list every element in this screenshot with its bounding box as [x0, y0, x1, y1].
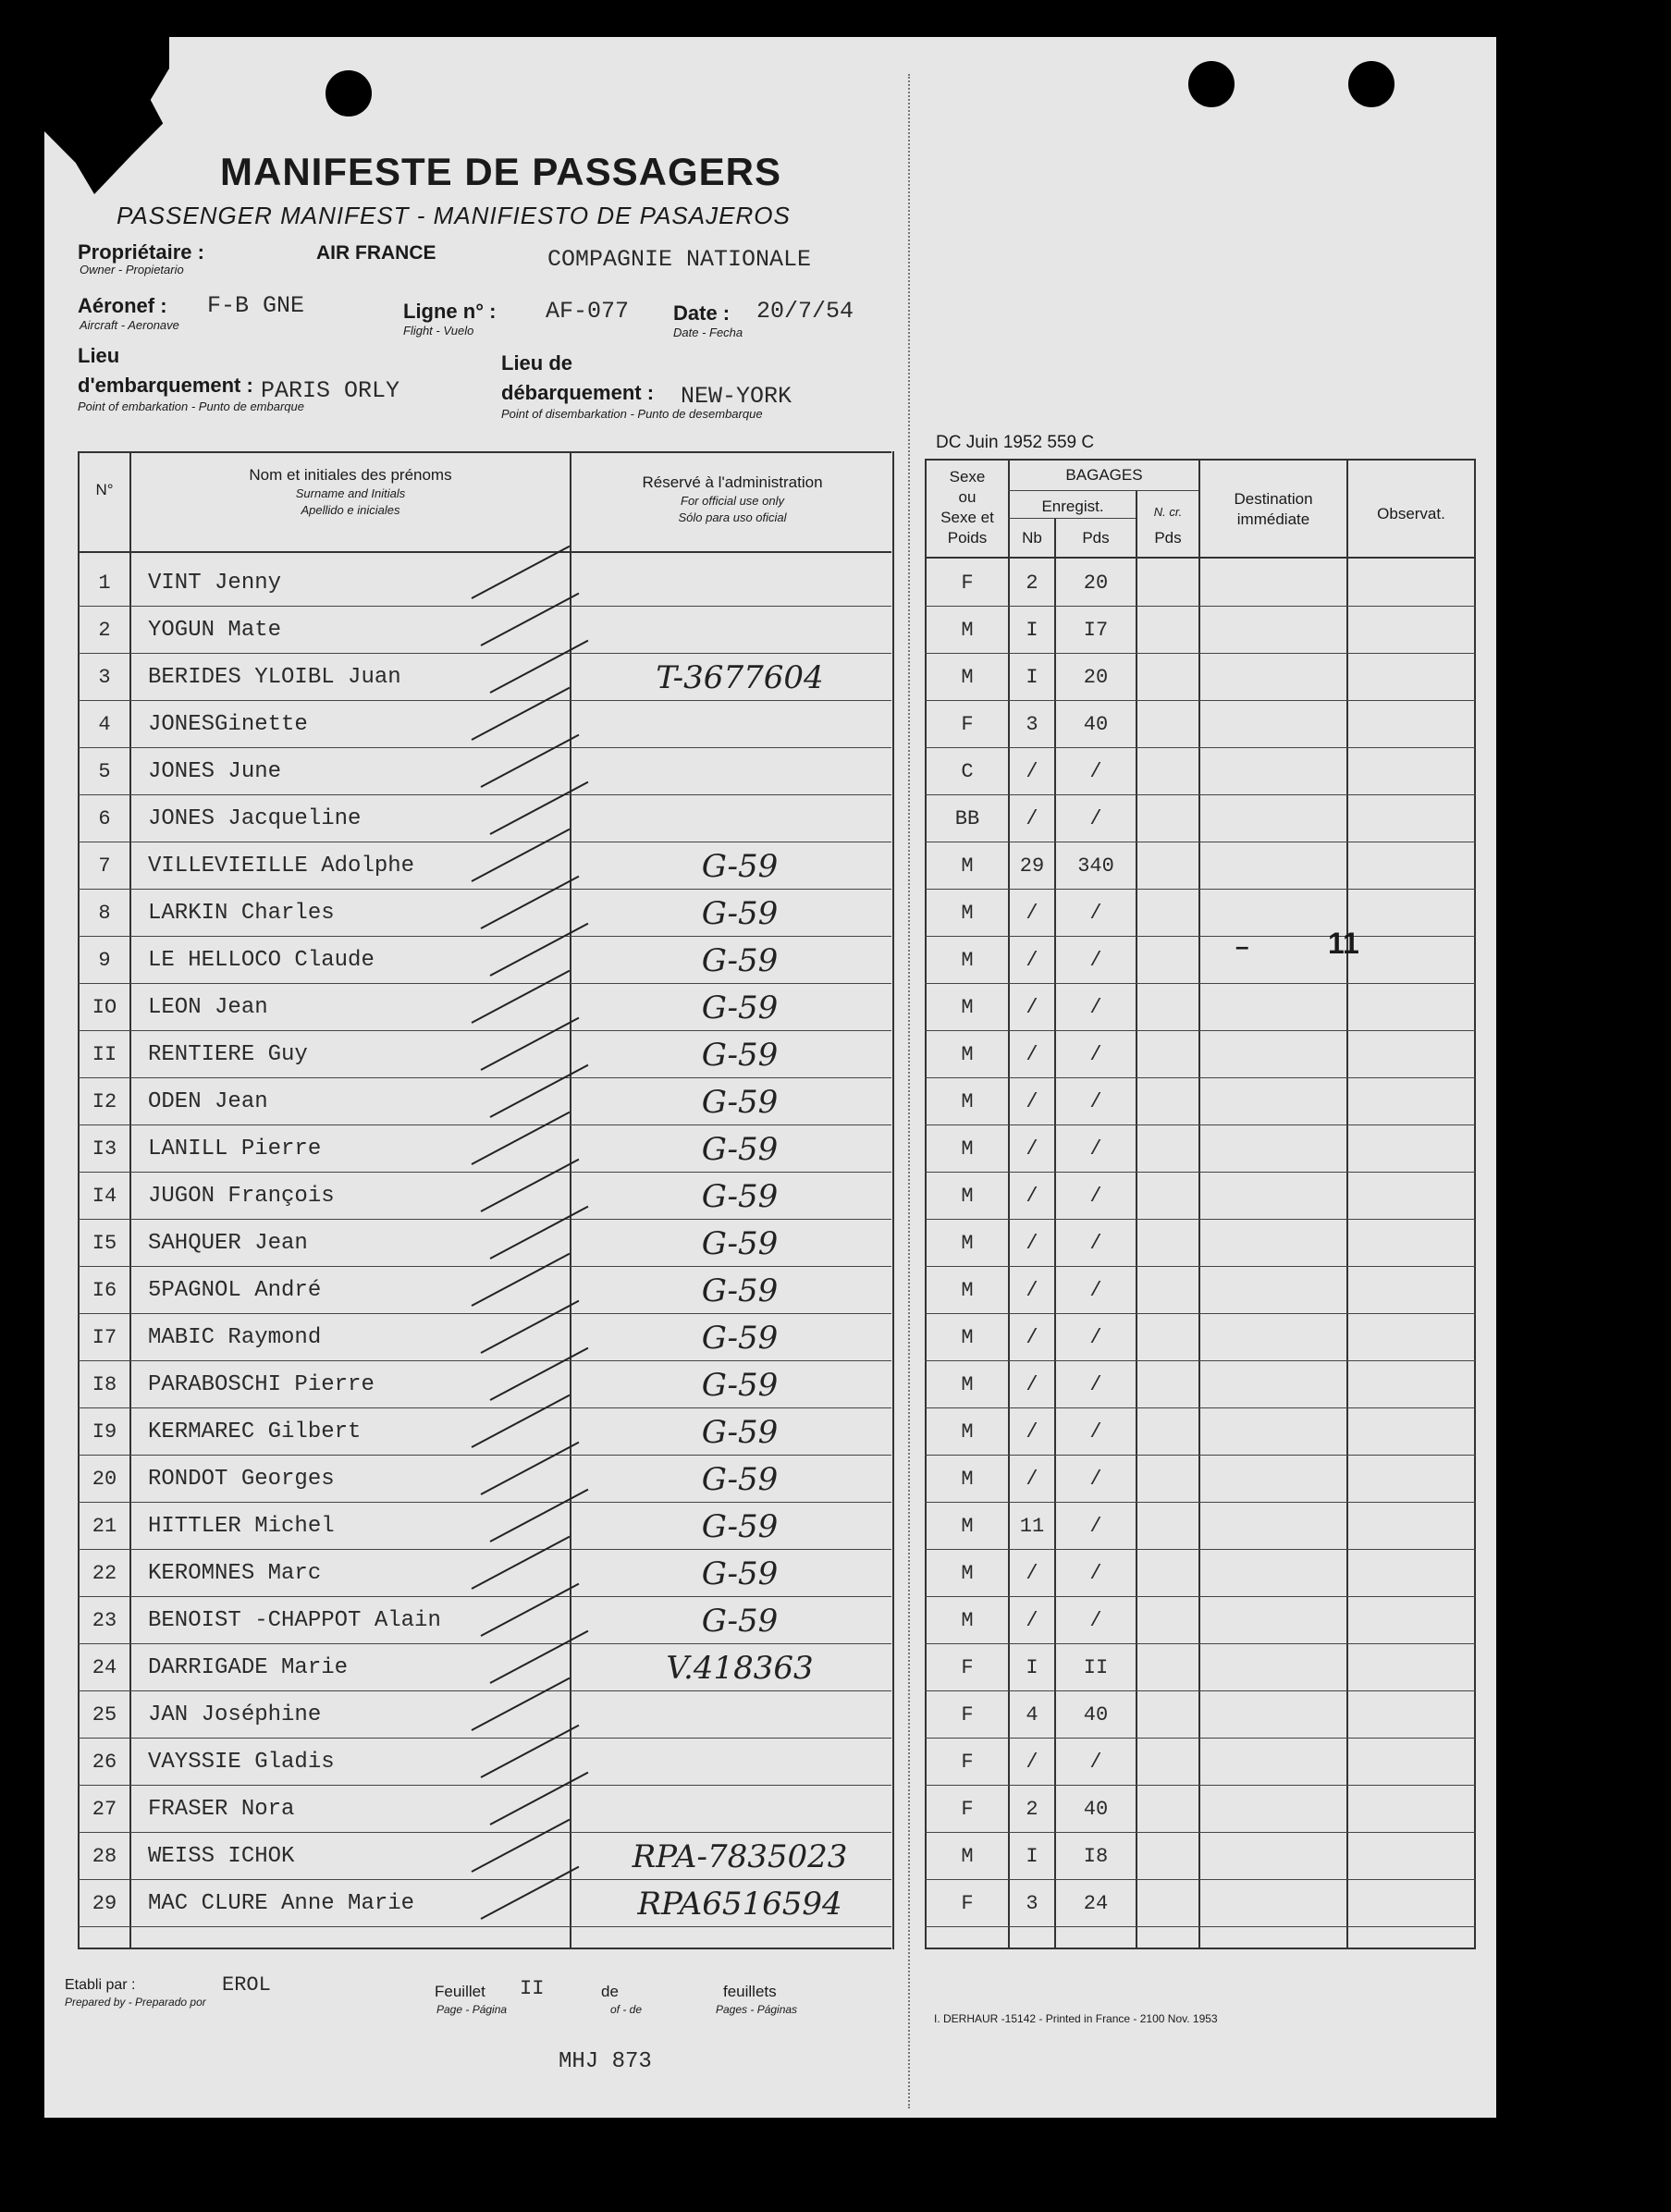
perforation-line [908, 74, 912, 2108]
passenger-name: LE HELLOCO Claude [148, 948, 375, 973]
passenger-name: JONESGinette [148, 712, 308, 737]
col-header-enregist: Enregist. [1041, 498, 1104, 515]
sex-value: F [961, 1656, 974, 1679]
sex-value: M [961, 619, 974, 642]
col-header-observations: Observat. [1377, 505, 1445, 522]
sex-value: F [961, 713, 974, 736]
col-header-name-en: Surname and Initials [295, 486, 406, 500]
admin-reference: G-59 [701, 942, 779, 979]
passenger-name: MAC CLURE Anne Marie [148, 1891, 415, 1916]
passenger-name: FRASER Nora [148, 1797, 295, 1822]
passenger-name: JONES Jacqueline [148, 806, 362, 831]
sheets-sublabel: Pages - Páginas [716, 2003, 798, 2016]
sex-value: M [961, 1090, 974, 1113]
row-number: 20 [92, 1468, 117, 1491]
col-header-admin: Réservé à l'administration [642, 473, 823, 491]
baggage-count: 3 [1026, 713, 1038, 736]
admin-reference: G-59 [701, 1272, 779, 1309]
baggage-count: I [1026, 619, 1038, 642]
col-header-admin-es: Sólo para uso oficial [678, 510, 787, 524]
baggage-weight: I7 [1083, 619, 1109, 642]
bagages-header-rule [1008, 490, 1198, 491]
row-number: I4 [92, 1185, 117, 1208]
baggage-weight: / [1089, 807, 1102, 830]
row-number: I2 [92, 1090, 117, 1113]
passenger-name: KEROMNES Marc [148, 1561, 322, 1586]
baggage-weight: 340 [1077, 854, 1114, 878]
col-header-sex-2: ou [958, 488, 977, 506]
admin-reference: T-3677604 [656, 659, 824, 696]
baggage-count: 3 [1026, 1892, 1038, 1915]
embark-sublabel: Point of embarkation - Punto de embarque [78, 399, 304, 413]
header-bottom-rule-left [78, 551, 891, 553]
owner-label: Propriétaire : [78, 240, 204, 264]
sex-value: M [961, 1185, 974, 1208]
punch-hole [326, 70, 372, 117]
disembark-label-1: Lieu de [501, 351, 573, 375]
admin-reference: G-59 [701, 848, 779, 885]
passenger-name: 5PAGNOL André [148, 1278, 322, 1303]
col-header-name: Nom et initiales des prénoms [249, 466, 452, 484]
header-bottom-rule-right [925, 557, 1476, 559]
row-number: I8 [92, 1373, 117, 1396]
row-number: 4 [98, 713, 111, 736]
baggage-count: / [1026, 1043, 1038, 1066]
baggage-count: I [1026, 1845, 1038, 1868]
passenger-name: JUGON François [148, 1184, 335, 1209]
row-number: 2 [98, 619, 111, 642]
baggage-count: / [1026, 1232, 1038, 1255]
sex-value: F [961, 571, 974, 595]
passenger-name: VILLEVIEILLE Adolphe [148, 854, 415, 879]
col-header-admin-en: For official use only [681, 494, 784, 508]
sex-value: M [961, 854, 974, 878]
col-header-sex-4: Poids [947, 529, 988, 547]
baggage-weight: / [1089, 1279, 1102, 1302]
admin-reference: V.418363 [666, 1650, 814, 1687]
admin-reference: RPA6516594 [637, 1886, 842, 1923]
sex-value: M [961, 1562, 974, 1585]
passenger-name: PARABOSCHI Pierre [148, 1372, 375, 1397]
col-header-destination-2: immédiate [1236, 510, 1310, 528]
baggage-weight: I8 [1083, 1845, 1109, 1868]
col-header-sex-3: Sexe et [940, 509, 994, 526]
row-number: 7 [98, 854, 111, 878]
passenger-name: DARRIGADE Marie [148, 1655, 349, 1680]
disembark-label-2: débarquement : [501, 381, 655, 404]
sex-value: M [961, 1373, 974, 1396]
passenger-name: LARKIN Charles [148, 901, 335, 926]
baggage-weight: II [1083, 1656, 1109, 1679]
admin-reference [592, 749, 888, 795]
disembark-value: NEW-YORK [681, 383, 792, 410]
established-value: EROL [222, 1973, 271, 1997]
row-number: 24 [92, 1656, 117, 1679]
sex-value: F [961, 1751, 974, 1774]
row-number: 1 [98, 571, 111, 595]
baggage-weight: 24 [1083, 1892, 1109, 1915]
baggage-count: / [1026, 1468, 1038, 1491]
owner-value: AIR FRANCE [316, 242, 436, 264]
baggage-weight: / [1089, 1090, 1102, 1113]
date-label: Date : [673, 301, 731, 325]
admin-reference: G-59 [701, 1461, 779, 1498]
baggage-weight: 20 [1083, 571, 1109, 595]
col-divider [570, 451, 571, 1949]
baggage-count: I [1026, 1656, 1038, 1679]
side-note: 11 [1328, 927, 1359, 960]
baggage-count: / [1026, 1609, 1038, 1632]
baggage-count: / [1026, 1562, 1038, 1585]
baggage-weight: / [1089, 949, 1102, 972]
sex-value: M [961, 1468, 974, 1491]
sex-value: M [961, 1515, 974, 1538]
baggage-count: / [1026, 1279, 1038, 1302]
admin-reference: G-59 [701, 989, 779, 1026]
col-header-pds: Pds [1082, 529, 1110, 547]
punch-hole [1188, 61, 1235, 107]
baggage-weight: / [1089, 760, 1102, 783]
passenger-name: WEISS ICHOK [148, 1844, 295, 1869]
flight-value: AF-077 [546, 298, 630, 325]
baggage-count: / [1026, 1751, 1038, 1774]
flight-sublabel: Flight - Vuelo [403, 324, 474, 338]
col-divider [1346, 459, 1348, 1949]
baggage-weight: 40 [1083, 713, 1109, 736]
table-top-border-left [78, 451, 891, 453]
sex-value: M [961, 1326, 974, 1349]
established-sublabel: Prepared by - Preparado por [65, 1996, 206, 2009]
of-sublabel: of - de [610, 2003, 643, 2016]
admin-reference: G-59 [701, 895, 779, 932]
row-number: 25 [92, 1703, 117, 1727]
row-number: 27 [92, 1798, 117, 1821]
row-number: 3 [98, 666, 111, 689]
owner-sublabel: Owner - Propietario [80, 263, 184, 276]
aircraft-sublabel: Aircraft - Aeronave [80, 318, 179, 332]
baggage-count: / [1026, 1326, 1038, 1349]
baggage-count: / [1026, 902, 1038, 925]
form-code: DC Juin 1952 559 C [936, 433, 1095, 452]
admin-reference [592, 1692, 888, 1739]
sex-value: M [961, 1420, 974, 1444]
table-border-right [1474, 459, 1476, 1949]
sex-value: M [961, 1279, 974, 1302]
admin-reference: G-59 [701, 1603, 779, 1640]
baggage-count: / [1026, 1420, 1038, 1444]
sheet-sublabel: Page - Página [436, 2003, 508, 2016]
baggage-count: 2 [1026, 1798, 1038, 1821]
admin-reference: G-59 [701, 1367, 779, 1404]
sex-value: M [961, 1609, 974, 1632]
baggage-count: / [1026, 1137, 1038, 1161]
baggage-count: / [1026, 1373, 1038, 1396]
admin-reference: G-59 [701, 1131, 779, 1168]
baggage-weight: / [1089, 1232, 1102, 1255]
baggage-weight: / [1089, 902, 1102, 925]
sex-value: M [961, 1137, 974, 1161]
col-header-nb: Nb [1022, 529, 1042, 547]
embark-label-1: Lieu [78, 344, 120, 367]
row-number: 29 [92, 1892, 117, 1915]
passenger-name: RONDOT Georges [148, 1467, 335, 1492]
page-subtitle: PASSENGER MANIFEST - MANIFIESTO DE PASAJEROS [117, 202, 791, 229]
col-divider [1136, 490, 1137, 1949]
row-number: 9 [98, 949, 111, 972]
col-header-sex-1: Sexe [949, 468, 986, 485]
passenger-name: BENOIST -CHAPPOT Alain [148, 1608, 441, 1633]
col-header-no: N° [95, 481, 114, 498]
admin-reference [592, 796, 888, 842]
owner-note: COMPAGNIE NATIONALE [547, 246, 812, 273]
row-number: IO [92, 996, 117, 1019]
row-number: I3 [92, 1137, 117, 1161]
baggage-weight: 20 [1083, 666, 1109, 689]
embark-label-2: d'embarquement : [78, 374, 253, 397]
sex-value: M [961, 1043, 974, 1066]
baggage-count: / [1026, 807, 1038, 830]
col-divider [129, 451, 131, 1949]
page-title: MANIFESTE DE PASSAGERS [220, 150, 781, 193]
row-number: I5 [92, 1232, 117, 1255]
row-number: 22 [92, 1562, 117, 1585]
of-label: de [601, 1983, 619, 2000]
row-number: 6 [98, 807, 111, 830]
passenger-name: VINT Jenny [148, 571, 282, 596]
baggage-count: / [1026, 1185, 1038, 1208]
passenger-name: JONES June [148, 759, 282, 784]
col-divider [892, 451, 894, 1949]
baggage-count: / [1026, 1090, 1038, 1113]
baggage-weight: / [1089, 1043, 1102, 1066]
aircraft-value: F-B GNE [207, 292, 305, 319]
sex-value: M [961, 1845, 974, 1868]
admin-reference: G-59 [701, 1508, 779, 1545]
passenger-name: JAN Joséphine [148, 1702, 322, 1727]
baggage-weight: / [1089, 1420, 1102, 1444]
baggage-weight: / [1089, 1468, 1102, 1491]
row-number: 8 [98, 902, 111, 925]
admin-reference [592, 1787, 888, 1833]
baggage-weight: / [1089, 1373, 1102, 1396]
date-sublabel: Date - Fecha [673, 326, 743, 339]
sex-value: F [961, 1703, 974, 1727]
table-bottom-border-left [78, 1948, 891, 1949]
col-divider [1198, 459, 1200, 1949]
sheet-value: II [520, 1977, 545, 2000]
enregist-header-rule [1008, 518, 1136, 519]
table-border-left [78, 451, 80, 1949]
row-number: I9 [92, 1420, 117, 1444]
col-header-destination-1: Destination [1234, 490, 1313, 508]
sex-value: BB [954, 807, 980, 830]
sex-value: C [961, 760, 974, 783]
passenger-name: KERMAREC Gilbert [148, 1419, 362, 1444]
admin-reference: G-59 [701, 1320, 779, 1357]
passenger-name: HITTLER Michel [148, 1514, 335, 1539]
col-header-pds-2: Pds [1154, 529, 1182, 547]
baggage-count: 29 [1019, 854, 1045, 878]
col-header-bagages: BAGAGES [1065, 466, 1143, 484]
row-number: 21 [92, 1515, 117, 1538]
table-bottom-border-right [925, 1948, 1476, 1949]
punch-hole [1348, 61, 1395, 107]
baggage-weight: / [1089, 1609, 1102, 1632]
baggage-weight: 40 [1083, 1703, 1109, 1727]
sex-value: M [961, 949, 974, 972]
passenger-name: SAHQUER Jean [148, 1231, 308, 1256]
row-number: 23 [92, 1609, 117, 1632]
baggage-weight: / [1089, 1326, 1102, 1349]
sheet-label: Feuillet [435, 1983, 485, 2000]
admin-reference: G-59 [701, 1084, 779, 1121]
sex-value: M [961, 902, 974, 925]
sex-value: M [961, 666, 974, 689]
passenger-name: RENTIERE Guy [148, 1042, 308, 1067]
archive-stamp: MHJ 873 [559, 2049, 652, 2074]
sheets-label: feuillets [723, 1983, 777, 2000]
row-number: I7 [92, 1326, 117, 1349]
baggage-weight: / [1089, 996, 1102, 1019]
passenger-name: YOGUN Mate [148, 618, 282, 643]
admin-reference: G-59 [701, 1414, 779, 1451]
embark-value: PARIS ORLY [261, 377, 400, 404]
baggage-count: 4 [1026, 1703, 1038, 1727]
passenger-name: LANILL Pierre [148, 1137, 322, 1161]
sex-value: F [961, 1798, 974, 1821]
disembark-sublabel: Point of disembarkation - Punto de desembarque [501, 407, 763, 421]
baggage-weight: / [1089, 1137, 1102, 1161]
baggage-count: 11 [1019, 1515, 1045, 1538]
baggage-count: / [1026, 760, 1038, 783]
passenger-name: MABIC Raymond [148, 1325, 322, 1350]
baggage-count: / [1026, 949, 1038, 972]
admin-reference: RPA-7835023 [632, 1838, 848, 1875]
passenger-name: ODEN Jean [148, 1089, 268, 1114]
passenger-name: LEON Jean [148, 995, 268, 1020]
flight-label: Ligne n° : [403, 300, 497, 323]
admin-reference: G-59 [701, 1037, 779, 1074]
row-number: 26 [92, 1751, 117, 1774]
margin-mark-icon: – [1235, 932, 1249, 960]
row-number: 28 [92, 1845, 117, 1868]
baggage-weight: 40 [1083, 1798, 1109, 1821]
established-label: Etabli par : [65, 1977, 136, 1993]
admin-reference: G-59 [701, 1178, 779, 1215]
sex-value: M [961, 996, 974, 1019]
printer-line: I. DERHAUR -15142 - Printed in France - 2100 Nov. 1953 [934, 2012, 1218, 2025]
passenger-name: VAYSSIE Gladis [148, 1750, 335, 1775]
admin-reference [592, 1739, 888, 1786]
sex-value: F [961, 1892, 974, 1915]
passenger-name: BERIDES YLOIBL Juan [148, 665, 401, 690]
baggage-count: I [1026, 666, 1038, 689]
admin-reference: G-59 [701, 1555, 779, 1592]
baggage-count: / [1026, 996, 1038, 1019]
col-header-name-es: Apellido e iniciales [301, 503, 400, 517]
sex-value: M [961, 1232, 974, 1255]
baggage-weight: / [1089, 1751, 1102, 1774]
admin-reference [592, 608, 888, 654]
baggage-weight: / [1089, 1562, 1102, 1585]
row-number: I6 [92, 1279, 117, 1302]
col-header-ncr: N. cr. [1153, 505, 1183, 519]
admin-reference [592, 702, 888, 748]
row-number: 5 [98, 760, 111, 783]
baggage-count: 2 [1026, 571, 1038, 595]
date-value: 20/7/54 [756, 298, 854, 325]
row-number: II [92, 1043, 117, 1066]
admin-reference: G-59 [701, 1225, 779, 1262]
baggage-weight: / [1089, 1515, 1102, 1538]
aircraft-label: Aéronef : [78, 294, 167, 317]
baggage-weight: / [1089, 1185, 1102, 1208]
admin-reference [592, 560, 888, 607]
